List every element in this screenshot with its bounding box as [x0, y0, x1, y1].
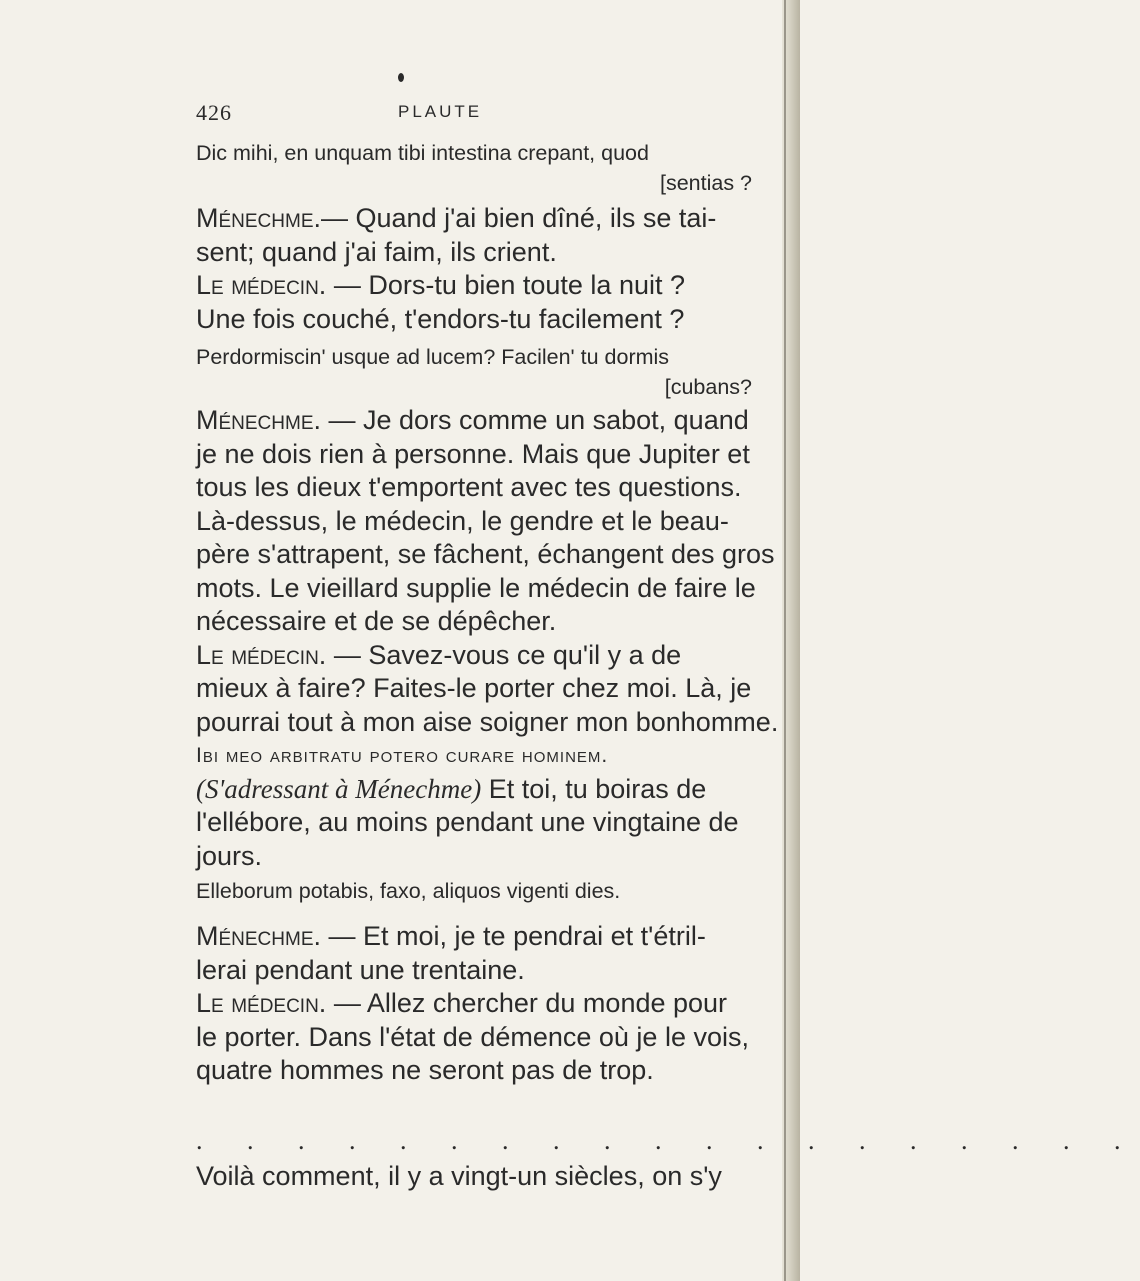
- text-line: mieux à faire? Faites-le porter chez moi. Là, je: [196, 673, 752, 703]
- page-edge-line: [784, 0, 786, 1281]
- text-line: Ménechme. — Et moi, je te pendrai et t'étril-: [196, 921, 706, 951]
- latin-line: Elleborum potabis, faxo, aliquos vigenti dies.: [196, 879, 621, 903]
- running-head: [0, 100, 760, 132]
- text-line: quatre hommes ne seront pas de trop.: [196, 1055, 654, 1085]
- page-number: 426: [196, 100, 232, 125]
- latin-line-continuation: [sentias ?: [659, 171, 752, 195]
- ellipsis-line: . . . . . . . . . . . . . . . . . . .: [196, 1126, 1140, 1155]
- latin-line-continuation: [cubans?: [664, 375, 752, 399]
- latin-line: Perdormiscin' usque ad lucem? Facilen' tu dormis: [196, 345, 670, 369]
- speaker-name: Le médecin.: [196, 639, 327, 670]
- speaker-name: Ménechme.: [196, 921, 322, 951]
- text-line: (S'adressant à Ménechme) Et toi, tu boiras de: [196, 773, 707, 804]
- text-line: Ménechme. — Je dors comme un sabot, quand: [196, 405, 749, 435]
- text-line: le porter. Dans l'état de démence où je le vois,: [196, 1021, 749, 1052]
- speaker-name: Le médecin.: [196, 988, 327, 1018]
- speaker-name: Ménechme.: [196, 203, 322, 233]
- closing-paragraph: [196, 1160, 752, 1194]
- latin-line: Dic mihi, en unquam tibi intestina crepant, quod: [196, 141, 649, 165]
- text-line: Là-dessus, le médecin, le gendre et le beau-: [196, 505, 729, 536]
- stage-direction: (S'adressant à Ménechme): [196, 773, 482, 804]
- latin-quote-2: [196, 342, 752, 402]
- text-line: jours.: [196, 840, 263, 871]
- ink-speck: [398, 73, 404, 82]
- text-line: Le médecin. — Allez chercher du monde pour: [196, 988, 728, 1018]
- text-line: je ne dois rien à personne. Mais que Jupiter et: [196, 438, 750, 469]
- latin-quote-3: [196, 876, 752, 906]
- text-line: sent; quand j'ai faim, ils crient.: [196, 236, 557, 267]
- dialogue-block-1: [196, 202, 752, 336]
- dialogue-block-2: [196, 404, 779, 873]
- speaker-name: Ménechme.: [196, 405, 322, 435]
- dialogue-block-3: [196, 920, 752, 1088]
- text-line: tous les dieux t'emportent avec tes questions.: [196, 472, 742, 502]
- text-line: l'ellébore, au moins pendant une vingtaine de: [196, 807, 739, 837]
- text-line: pourrai tout à mon aise soigner mon bonhomme.: [196, 706, 779, 737]
- running-title: PLAUTE: [398, 102, 483, 121]
- text-line: lerai pendant une trentaine.: [196, 954, 525, 985]
- text-line: Le médecin. — Savez-vous ce qu'il y a de: [196, 639, 682, 670]
- text-line: Le médecin. — Dors-tu bien toute la nuit ?: [196, 270, 685, 300]
- latin-caps-line: Ibi meo arbitratu potero curare hominem.: [196, 744, 609, 767]
- text-line: Voilà comment, il y a vingt-un siècles, on s'y: [196, 1161, 722, 1191]
- latin-quote-1: [196, 138, 752, 198]
- speaker-name: Le médecin.: [196, 270, 327, 300]
- text-line: père s'attrapent, se fâchent, échangent des gros: [196, 539, 775, 569]
- text-line: nécessaire et de se dépêcher.: [196, 606, 557, 636]
- text-line: mots. Le vieillard supplie le médecin de faire le: [196, 572, 756, 603]
- text-line: Ménechme.— Quand j'ai bien dîné, ils se tai-: [196, 203, 717, 233]
- text-line: Une fois couché, t'endors-tu facilement ?: [196, 303, 685, 334]
